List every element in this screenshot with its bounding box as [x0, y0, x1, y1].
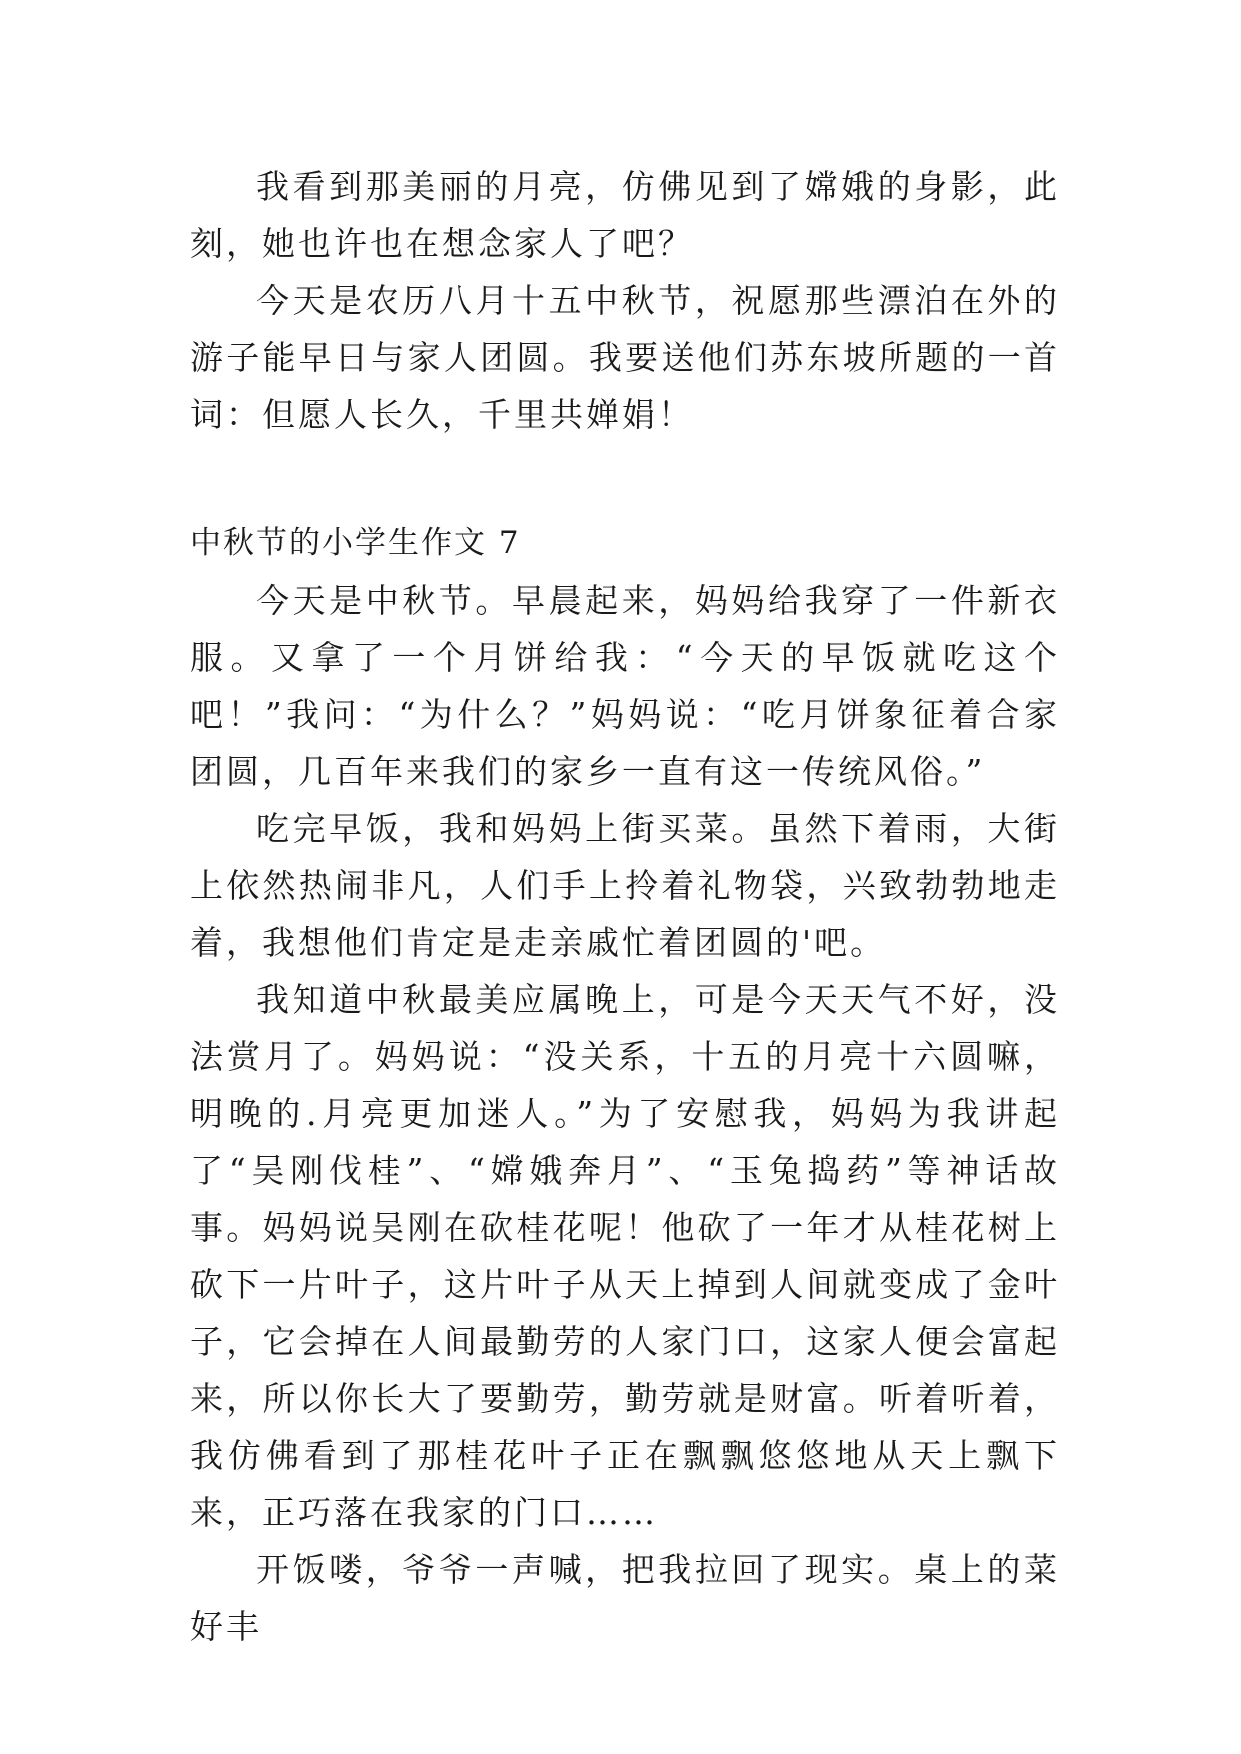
- paragraph: 吃完早饭，我和妈妈上街买菜。虽然下着雨，大街上依然热闹非凡，人们手上拎着礼物袋，兴致勃勃地走着，我想他们肯定是走亲戚忙着团圆的'吧。: [190, 809, 1060, 962]
- paragraph: 今天是农历八月十五中秋节，祝愿那些漂泊在外的游子能早日与家人团圆。我要送他们苏东坡所题的一首词：但愿人长久，千里共婵娟！: [190, 281, 1060, 434]
- section-title: 中秋节的小学生作文 7: [190, 525, 521, 561]
- paragraph: 开饭喽，爷爷一声喊，把我拉回了现实。桌上的菜好丰: [190, 1550, 1060, 1646]
- paragraph: 今天是中秋节。早晨起来，妈妈给我穿了一件新衣服。又拿了一个月饼给我：“今天的早饭就吃这个吧！”我问：“为什么？”妈妈说：“吃月饼象征着合家团圆，几百年来我们的家乡一直有这一传统风俗。”: [190, 581, 1060, 791]
- paragraph: 我知道中秋最美应属晚上，可是今天天气不好，没法赏月了。妈妈说：“没关系，十五的月亮十六圆嘛，明晚的.月亮更加迷人。”为了安慰我，妈妈为我讲起了“吴刚伐桂”、“嫦娥奔月”、“玉兔捣药”等神话故事。妈妈说吴刚在砍桂花呢！他砍了一年才从桂花树上砍下一片叶子，这片叶子从天上掉到人间就变成了金叶子，它会掉在人间最勤劳的人家门口，这家人便会富起来，所以你长大了要勤劳，勤劳就是财富。听着听着，我仿佛看到了那桂花叶子正在飘飘悠悠地从天上飘下来，正巧落在我家的门口……: [190, 980, 1060, 1532]
- document-page: [190, 158, 1060, 1655]
- paragraph: 我看到那美丽的月亮，仿佛见到了嫦娥的身影，此刻，她也许也在想念家人了吧？: [190, 167, 1060, 263]
- section-spacer: [190, 443, 1060, 515]
